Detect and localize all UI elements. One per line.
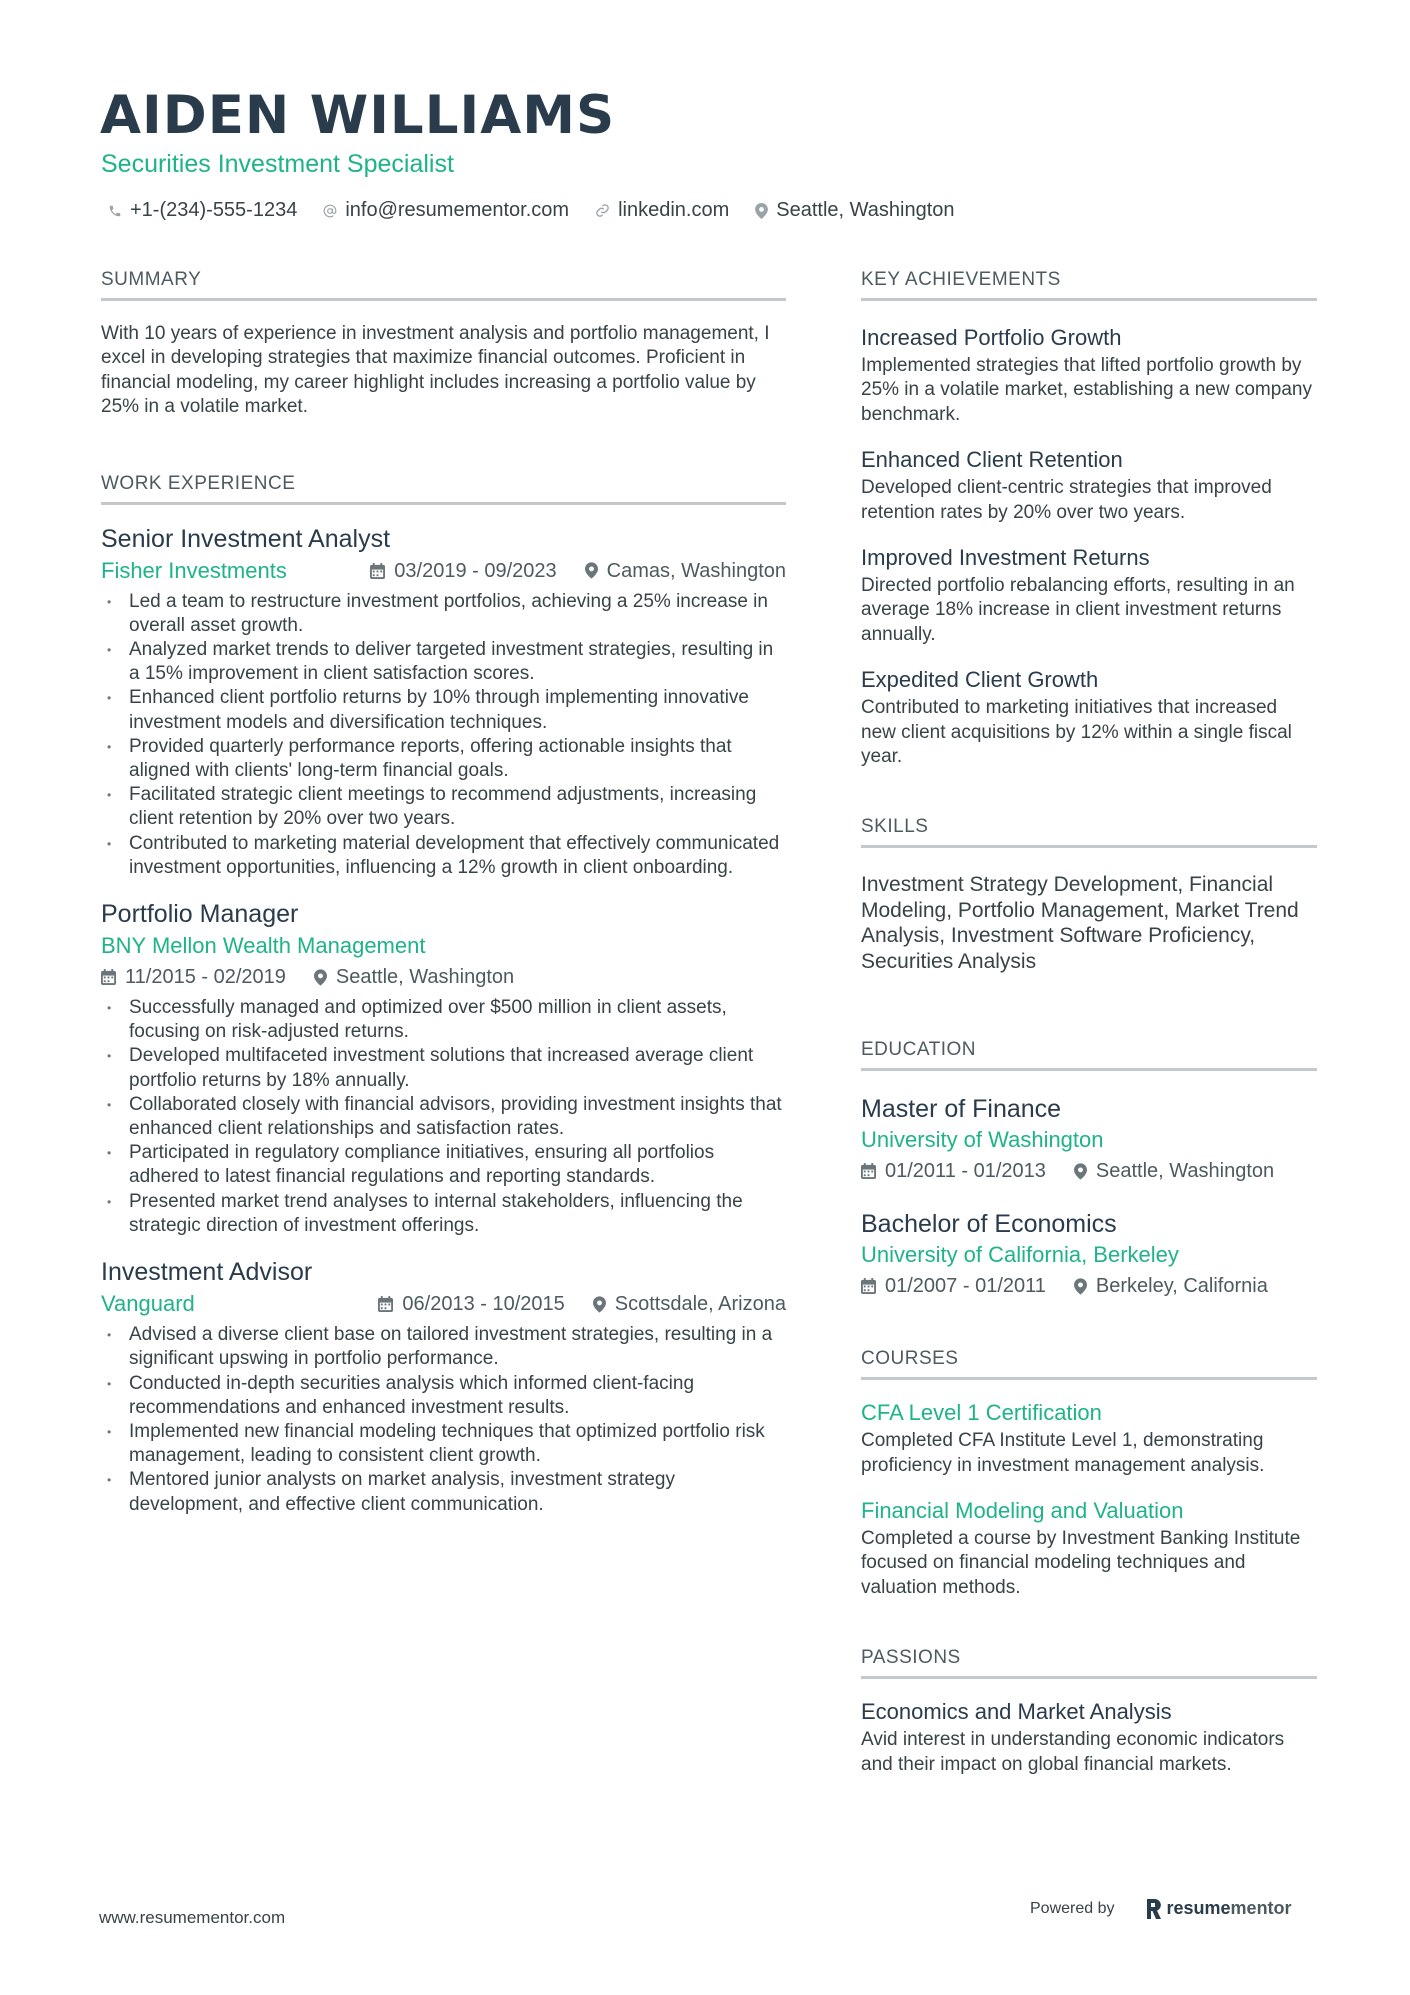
experience-heading: WORK EXPERIENCE: [101, 472, 786, 505]
location-text: Seattle, Washington: [1095, 1160, 1275, 1183]
job-bullets: [101, 1323, 786, 1517]
skills-text: Investment Strategy Development, Financial Modeling, Portfolio Management, Market Trend Analysis, Investment Software Proficiency, Securities Analysis: [861, 873, 1299, 973]
job-location: [585, 556, 786, 586]
school-name: University of California, Berkeley: [861, 1242, 1179, 1268]
calendar-icon: [861, 1278, 876, 1294]
location-icon: [585, 562, 598, 579]
job-title: Portfolio Manager: [101, 900, 299, 929]
calendar-icon: [378, 1296, 393, 1312]
bullet-item: • Participated in regulatory compliance initiatives, ensuring all portfolios adhered to latest financial regulations and reporting standards.: [101, 1141, 786, 1189]
at-icon: [323, 204, 337, 218]
resumementor-logo-icon: [1145, 1899, 1161, 1919]
job-meta-row: [101, 962, 786, 992]
courses-heading: COURSES: [861, 1347, 1317, 1380]
job-title: Investment Advisor: [101, 1258, 313, 1287]
bullet-item: • Led a team to restructure investment portfolios, achieving a 25% increase in overall asset growth.: [101, 590, 786, 638]
summary-heading: SUMMARY: [101, 268, 786, 301]
bullet-item: • Enhanced client portfolio returns by 10% through implementing innovative investment models and diversification techniques.: [101, 686, 786, 734]
location-text: Camas, Washington: [606, 559, 786, 582]
education-meta-row: [861, 1156, 1317, 1186]
contact-phone: [108, 199, 297, 222]
achievement-desc: Developed client-centric strategies that improved retention rates by 20% over two years.: [861, 477, 1272, 523]
job-dates: [370, 556, 556, 586]
calendar-icon: [370, 563, 385, 579]
course-item: [861, 1398, 1317, 1478]
candidate-role: Securities Investment Specialist: [101, 150, 454, 178]
contact-bar: [108, 199, 981, 222]
degree-title: Bachelor of Economics: [861, 1210, 1117, 1239]
course-desc: Completed a course by Investment Banking Institute focused on financial modeling techniques and valuation methods.: [861, 1527, 1301, 1598]
dates-text: 03/2019 - 09/2023: [394, 559, 557, 582]
bullet-item: • Successfully managed and optimized over $500 million in client assets, focusing on risk-adjusted returns.: [101, 996, 786, 1044]
bullet-item: • Conducted in-depth securities analysis which informed client-facing recommendations and enhanced investment results.: [101, 1372, 786, 1420]
education-heading: EDUCATION: [861, 1038, 1317, 1071]
job-bullets: [101, 996, 786, 1238]
candidate-name: AIDEN WILLIAMS: [100, 85, 616, 146]
education-meta-row: [861, 1271, 1317, 1301]
location-icon: [593, 1296, 606, 1313]
course-title: CFA Level 1 Certification: [861, 1400, 1102, 1426]
achievement-desc: Directed portfolio rebalancing efforts, resulting in an average 18% increase in client investment returns annually.: [861, 575, 1295, 645]
achievement-item: [861, 445, 1317, 525]
passions-heading: PASSIONS: [861, 1646, 1317, 1679]
job-location: [314, 962, 514, 992]
course-desc: Completed CFA Institute Level 1, demonstrating proficiency in investment management analysis.: [861, 1430, 1265, 1476]
job-entry: [101, 898, 786, 1238]
bullet-item: • Developed multifaceted investment solutions that increased average client portfolio returns by 18% annually.: [101, 1044, 786, 1092]
achievement-item: [861, 665, 1317, 769]
job-entry: [101, 523, 786, 880]
company-name: Vanguard: [101, 1291, 195, 1317]
footer-branding: [1030, 1898, 1292, 1919]
achievement-item: [861, 323, 1317, 427]
passion-item: [861, 1697, 1317, 1777]
job-meta-row: [101, 1289, 786, 1319]
bullet-item: • Collaborated closely with financial advisors, providing investment insights that enhanced client relationships and satisfaction rates.: [101, 1093, 786, 1141]
calendar-icon: [861, 1163, 876, 1179]
dates-text: 06/2013 - 10/2015: [402, 1293, 565, 1316]
phone-icon: [108, 204, 122, 218]
achievement-title: Enhanced Client Retention: [861, 447, 1123, 473]
location-icon: [1074, 1163, 1087, 1180]
powered-by-label: Powered by: [1030, 1899, 1115, 1917]
job-entry: [101, 1256, 786, 1517]
contact-linkedin[interactable]: [595, 199, 729, 222]
bullet-item: • Advised a diverse client base on tailored investment strategies, resulting in a significant upswing in portfolio performance.: [101, 1323, 786, 1371]
email-text: info@resumementor.com: [345, 199, 570, 221]
education-location: [1074, 1156, 1274, 1186]
school-name: University of Washington: [861, 1127, 1104, 1153]
bullet-item: • Mentored junior analysts on market analysis, investment strategy development, and effective client communication.: [101, 1468, 786, 1516]
company-name: BNY Mellon Wealth Management: [101, 933, 426, 959]
job-location: [593, 1289, 786, 1319]
passion-desc: Avid interest in understanding economic indicators and their impact on global financial markets.: [861, 1729, 1285, 1775]
course-title: Financial Modeling and Valuation: [861, 1497, 1184, 1523]
calendar-icon: [101, 969, 116, 985]
bullet-item: • Facilitated strategic client meetings to recommend adjustments, increasing client retention by 20% over two years.: [101, 783, 786, 831]
education-item: [861, 1208, 1317, 1301]
location-icon: [314, 969, 327, 986]
job-dates: [101, 962, 286, 992]
passion-title: Economics and Market Analysis: [861, 1699, 1172, 1725]
link-icon: [595, 203, 610, 218]
brand-logo[interactable]: [1145, 1898, 1292, 1919]
location-text: Seattle, Washington: [776, 199, 955, 221]
bullet-item: • Presented market trend analyses to internal stakeholders, influencing the strategic direction of investment offerings.: [101, 1190, 786, 1238]
job-title: Senior Investment Analyst: [101, 524, 391, 553]
job-company-row: [101, 931, 786, 961]
achievement-desc: Contributed to marketing initiatives that increased new client acquisitions by 12% within a single fiscal year.: [861, 697, 1292, 768]
dates-text: 01/2007 - 01/2011: [885, 1275, 1046, 1298]
company-name: Fisher Investments: [101, 557, 287, 583]
contact-email[interactable]: [323, 199, 569, 222]
education-dates: [861, 1156, 1046, 1186]
job-meta-row: [101, 556, 786, 586]
achievement-title: Improved Investment Returns: [861, 545, 1150, 571]
footer-website[interactable]: www.resumementor.com: [99, 1908, 286, 1927]
location-text: Scottsdale, Arizona: [614, 1293, 786, 1316]
left-column: [101, 268, 786, 1517]
location-icon: [755, 203, 768, 219]
brand-name-a: resume: [1166, 1898, 1231, 1918]
contact-location: [755, 199, 954, 222]
achievement-desc: Implemented strategies that lifted portfolio growth by 25% in a volatile market, establishing a new company benchmark.: [861, 355, 1312, 425]
education-item: [861, 1093, 1317, 1186]
education-dates: [861, 1271, 1046, 1301]
location-text: Seattle, Washington: [335, 966, 515, 989]
achievement-title: Expedited Client Growth: [861, 667, 1099, 693]
job-dates: [378, 1289, 564, 1319]
achievement-item: [861, 543, 1317, 647]
skills-heading: SKILLS: [861, 815, 1317, 848]
degree-title: Master of Finance: [861, 1095, 1062, 1124]
location-icon: [1074, 1278, 1087, 1295]
bullet-item: • Contributed to marketing material development that effectively communicated investment opportunities, influencing a 12% growth in client onboarding.: [101, 832, 786, 880]
bullet-item: • Provided quarterly performance reports, offering actionable insights that aligned with clients' long-term financial goals.: [101, 735, 786, 783]
phone-text: +1-(234)-555-1234: [130, 199, 298, 221]
education-location: [1074, 1271, 1268, 1301]
brand-name-b: mentor: [1230, 1898, 1292, 1918]
summary-text: With 10 years of experience in investment analysis and portfolio management, I excel in developing strategies that maximize financial outcomes. Proficient in financial modeling, my career highlight includes increasing a portfolio value by 25% in a volatile market.: [101, 323, 770, 418]
achievement-title: Increased Portfolio Growth: [861, 325, 1122, 350]
achievements-heading: KEY ACHIEVEMENTS: [861, 268, 1317, 301]
dates-text: 11/2015 - 02/2019: [125, 966, 286, 989]
bullet-item: • Implemented new financial modeling techniques that optimized portfolio risk management, leading to consistent client growth.: [101, 1420, 786, 1468]
course-item: [861, 1496, 1317, 1600]
location-text: Berkeley, California: [1095, 1275, 1268, 1298]
bullet-item: • Analyzed market trends to deliver targeted investment strategies, resulting in a 15% improvement in client satisfaction scores.: [101, 638, 786, 686]
right-column: [861, 268, 1317, 1777]
job-bullets: [101, 590, 786, 880]
dates-text: 01/2011 - 01/2013: [885, 1160, 1046, 1183]
linkedin-text: linkedin.com: [618, 199, 730, 221]
